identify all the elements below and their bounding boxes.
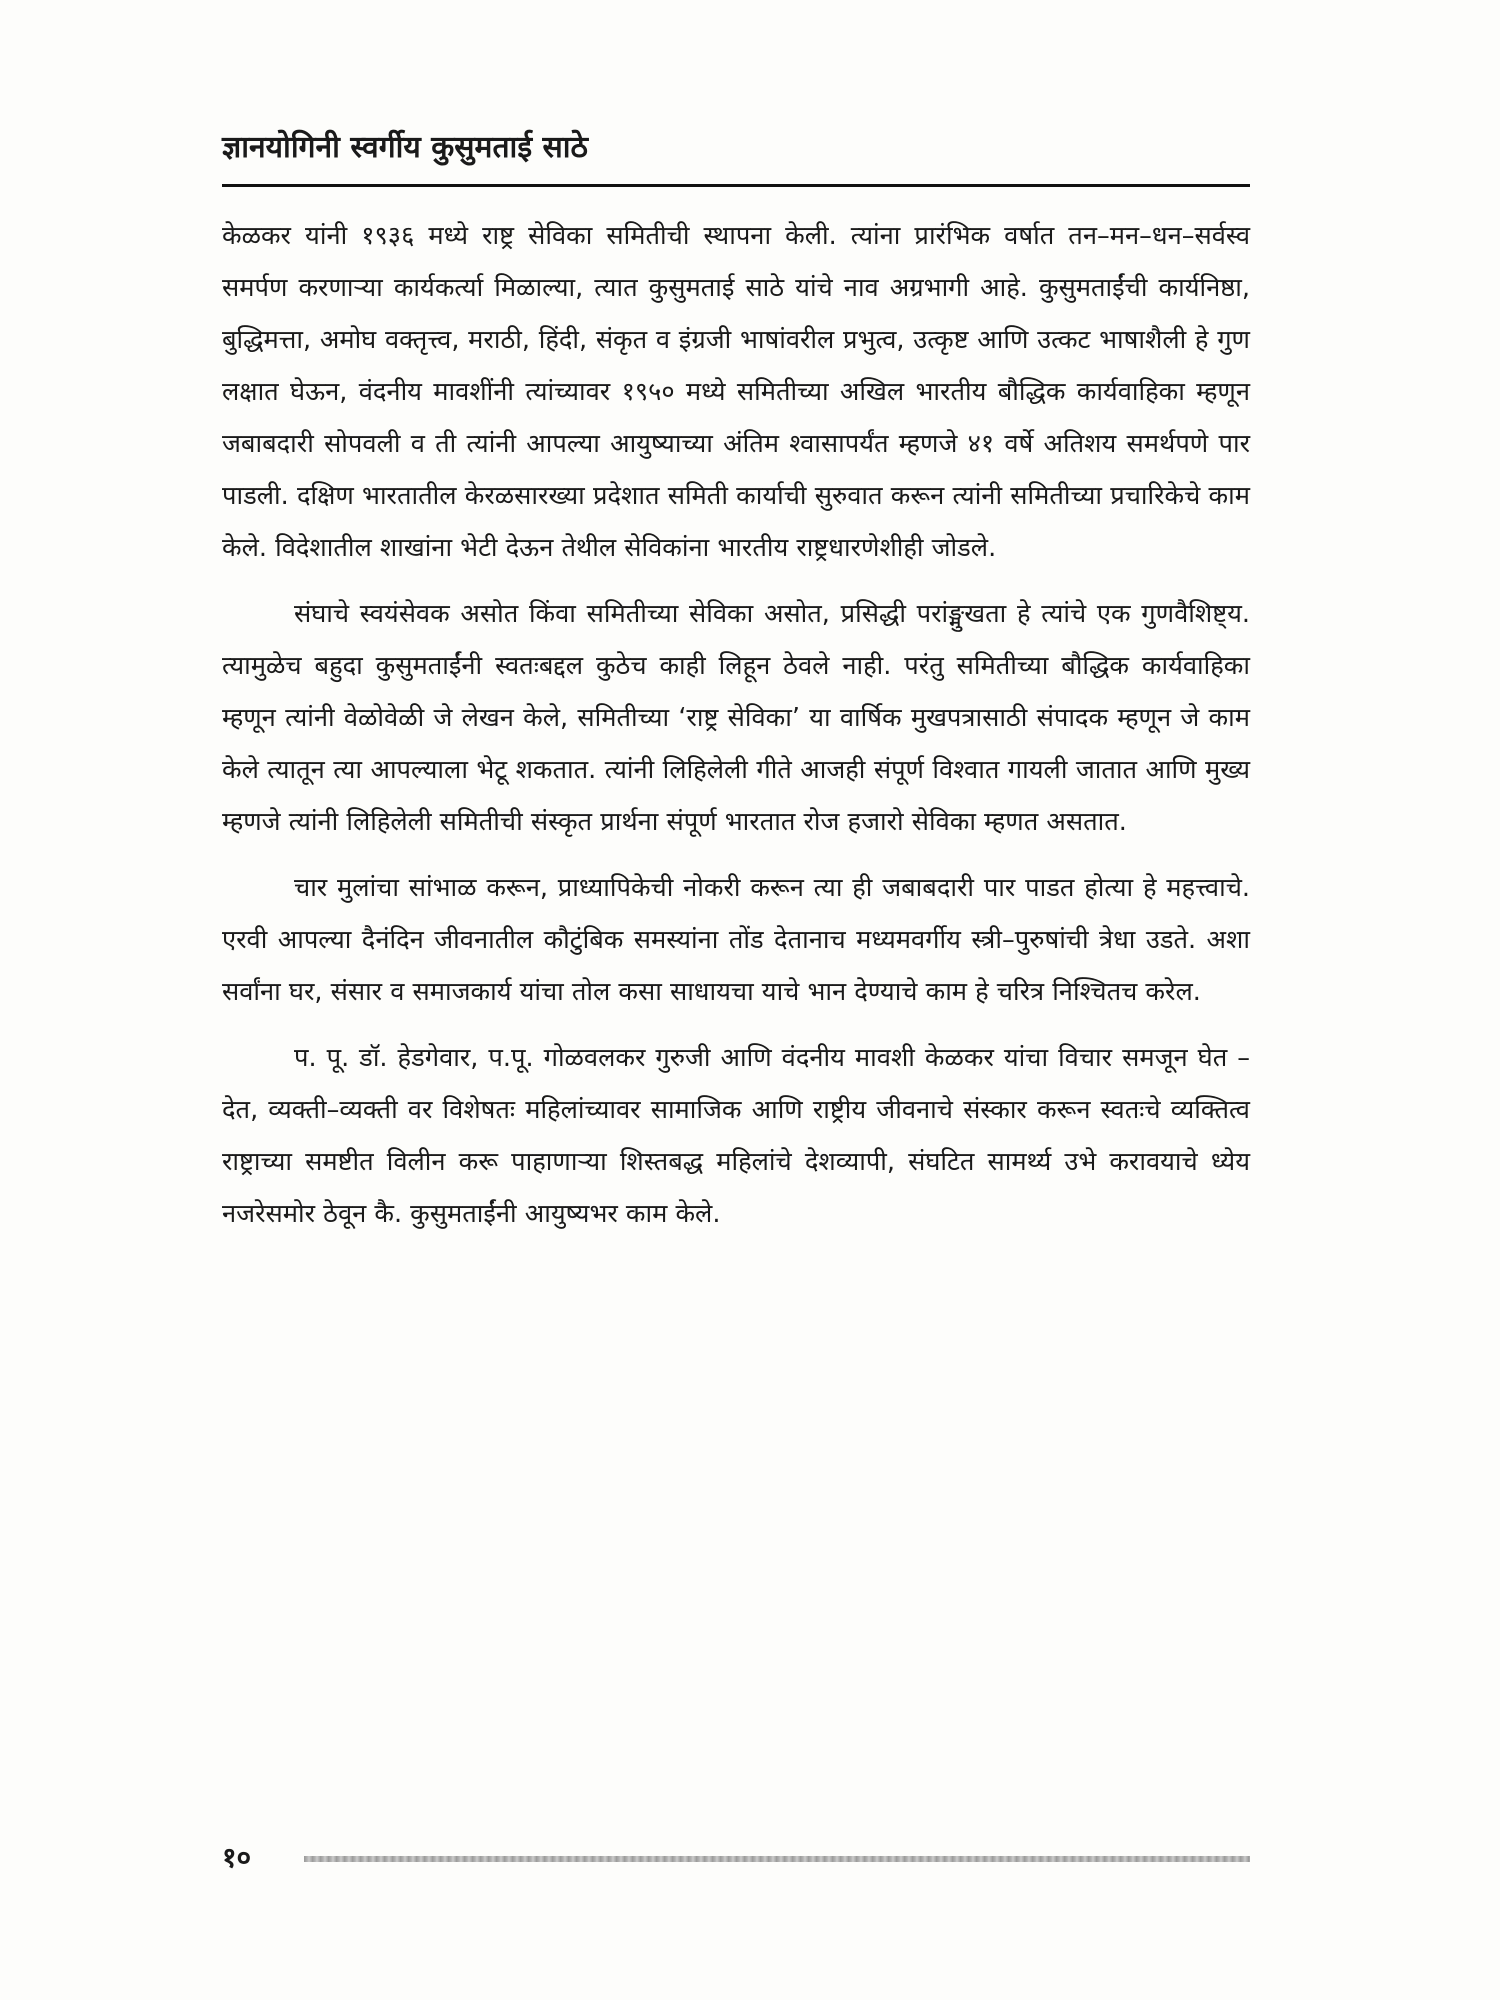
footer-rule (304, 1856, 1250, 1862)
running-header-title: ज्ञानयोगिनी स्वर्गीय कुसुमताई साठे (222, 130, 588, 165)
paragraph-4: प. पू. डॉ. हेडगेवार, प.पू. गोळवलकर गुरुजी आणि वंदनीय मावशी केळकर यांचा विचार समजून घेत – देत, व्यक्ती–व्यक्ती वर विशेषतः महिलांच्यावर सामाजिक आणि राष्ट्रीय जीवनाचे संस्कार करून स्वतःचे व्यक्तित्व राष्ट्राच्या समष्टीत विलीन करू पाहाणाऱ्या शिस्तबद्ध महिलांचे देशव्यापी, संघटित सामर्थ्य उभे करावयाचे ध्येय नजरेसमोर ठेवून कै. कुसुमताईंनी आयुष्यभर काम केले. (222, 1043, 1250, 1229)
paragraph-1: केळकर यांनी १९३६ मध्ये राष्ट्र सेविका समितीची स्थापना केली. त्यांना प्रारंभिक वर्षात तन–मन–धन–सर्वस्व समर्पण करणाऱ्या कार्यकर्त्या मिळाल्या, त्यात कुसुमताई साठे यांचे नाव अग्रभागी आहे. कुसुमताईंची कार्यनिष्ठा, बुद्धिमत्ता, अमोघ वक्तृत्त्व, मराठी, हिंदी, संकृत व इंग्रजी भाषांवरील प्रभुत्व, उत्कृष्ट आणि उत्कट भाषाशैली हे गुण लक्षात घेऊन, वंदनीय मावशींनी त्यांच्यावर १९५० मध्ये समितीच्या अखिल भारतीय बौद्धिक कार्यवाहिका म्हणून जबाबदारी सोपवली व ती त्यांनी आपल्या आयुष्याच्या अंतिम श्वासापर्यंत म्हणजे ४१ वर्षे अतिशय समर्थपणे पार पाडली. दक्षिण भारतातील केरळसारख्या प्रदेशात समिती कार्याची सुरुवात करून त्यांनी समितीच्या प्रचारिकेचे काम केले. विदेशातील शाखांना भेटी देऊन तेथील सेविकांना भारतीय राष्ट्रधारणेशीही जोडले. (222, 221, 1250, 563)
paragraph-3: चार मुलांचा सांभाळ करून, प्राध्यापिकेची नोकरी करून त्या ही जबाबदारी पार पाडत होत्या हे महत्त्वाचे. एरवी आपल्या दैनंदिन जीवनातील कौटुंबिक समस्यांना तोंड देतानाच मध्यमवर्गीय स्त्री–पुरुषांची त्रेधा उडते. अशा सर्वांना घर, संसार व समाजकार्य यांचा तोल कसा साधायचा याचे भान देण्याचे काम हे चरित्र निश्चितच करेल. (222, 873, 1250, 1007)
page-number: १० (222, 1841, 252, 1874)
page-footer (222, 1838, 1250, 1878)
header-rule (222, 184, 1250, 187)
body-text (222, 210, 1250, 1254)
paragraph-2: संघाचे स्वयंसेवक असोत किंवा समितीच्या सेविका असोत, प्रसिद्धी परांङ्मुखता हे त्यांचे एक गुणवैशिष्ट्य. त्यामुळेच बहुदा कुसुमताईंनी स्वतःबद्दल कुठेच काही लिहून ठेवले नाही. परंतु समितीच्या बौद्धिक कार्यवाहिका म्हणून त्यांनी वेळोवेळी जे लेखन केले, समितीच्या ‘राष्ट्र सेविका’ या वार्षिक मुखपत्रासाठी संपादक म्हणून जे काम केले त्यातून त्या आपल्याला भेटू शकतात. त्यांनी लिहिलेली गीते आजही संपूर्ण विश्वात गायली जातात आणि मुख्य म्हणजे त्यांनी लिहिलेली समितीची संस्कृत प्रार्थना संपूर्ण भारतात रोज हजारो सेविका म्हणत असतात. (222, 599, 1250, 837)
